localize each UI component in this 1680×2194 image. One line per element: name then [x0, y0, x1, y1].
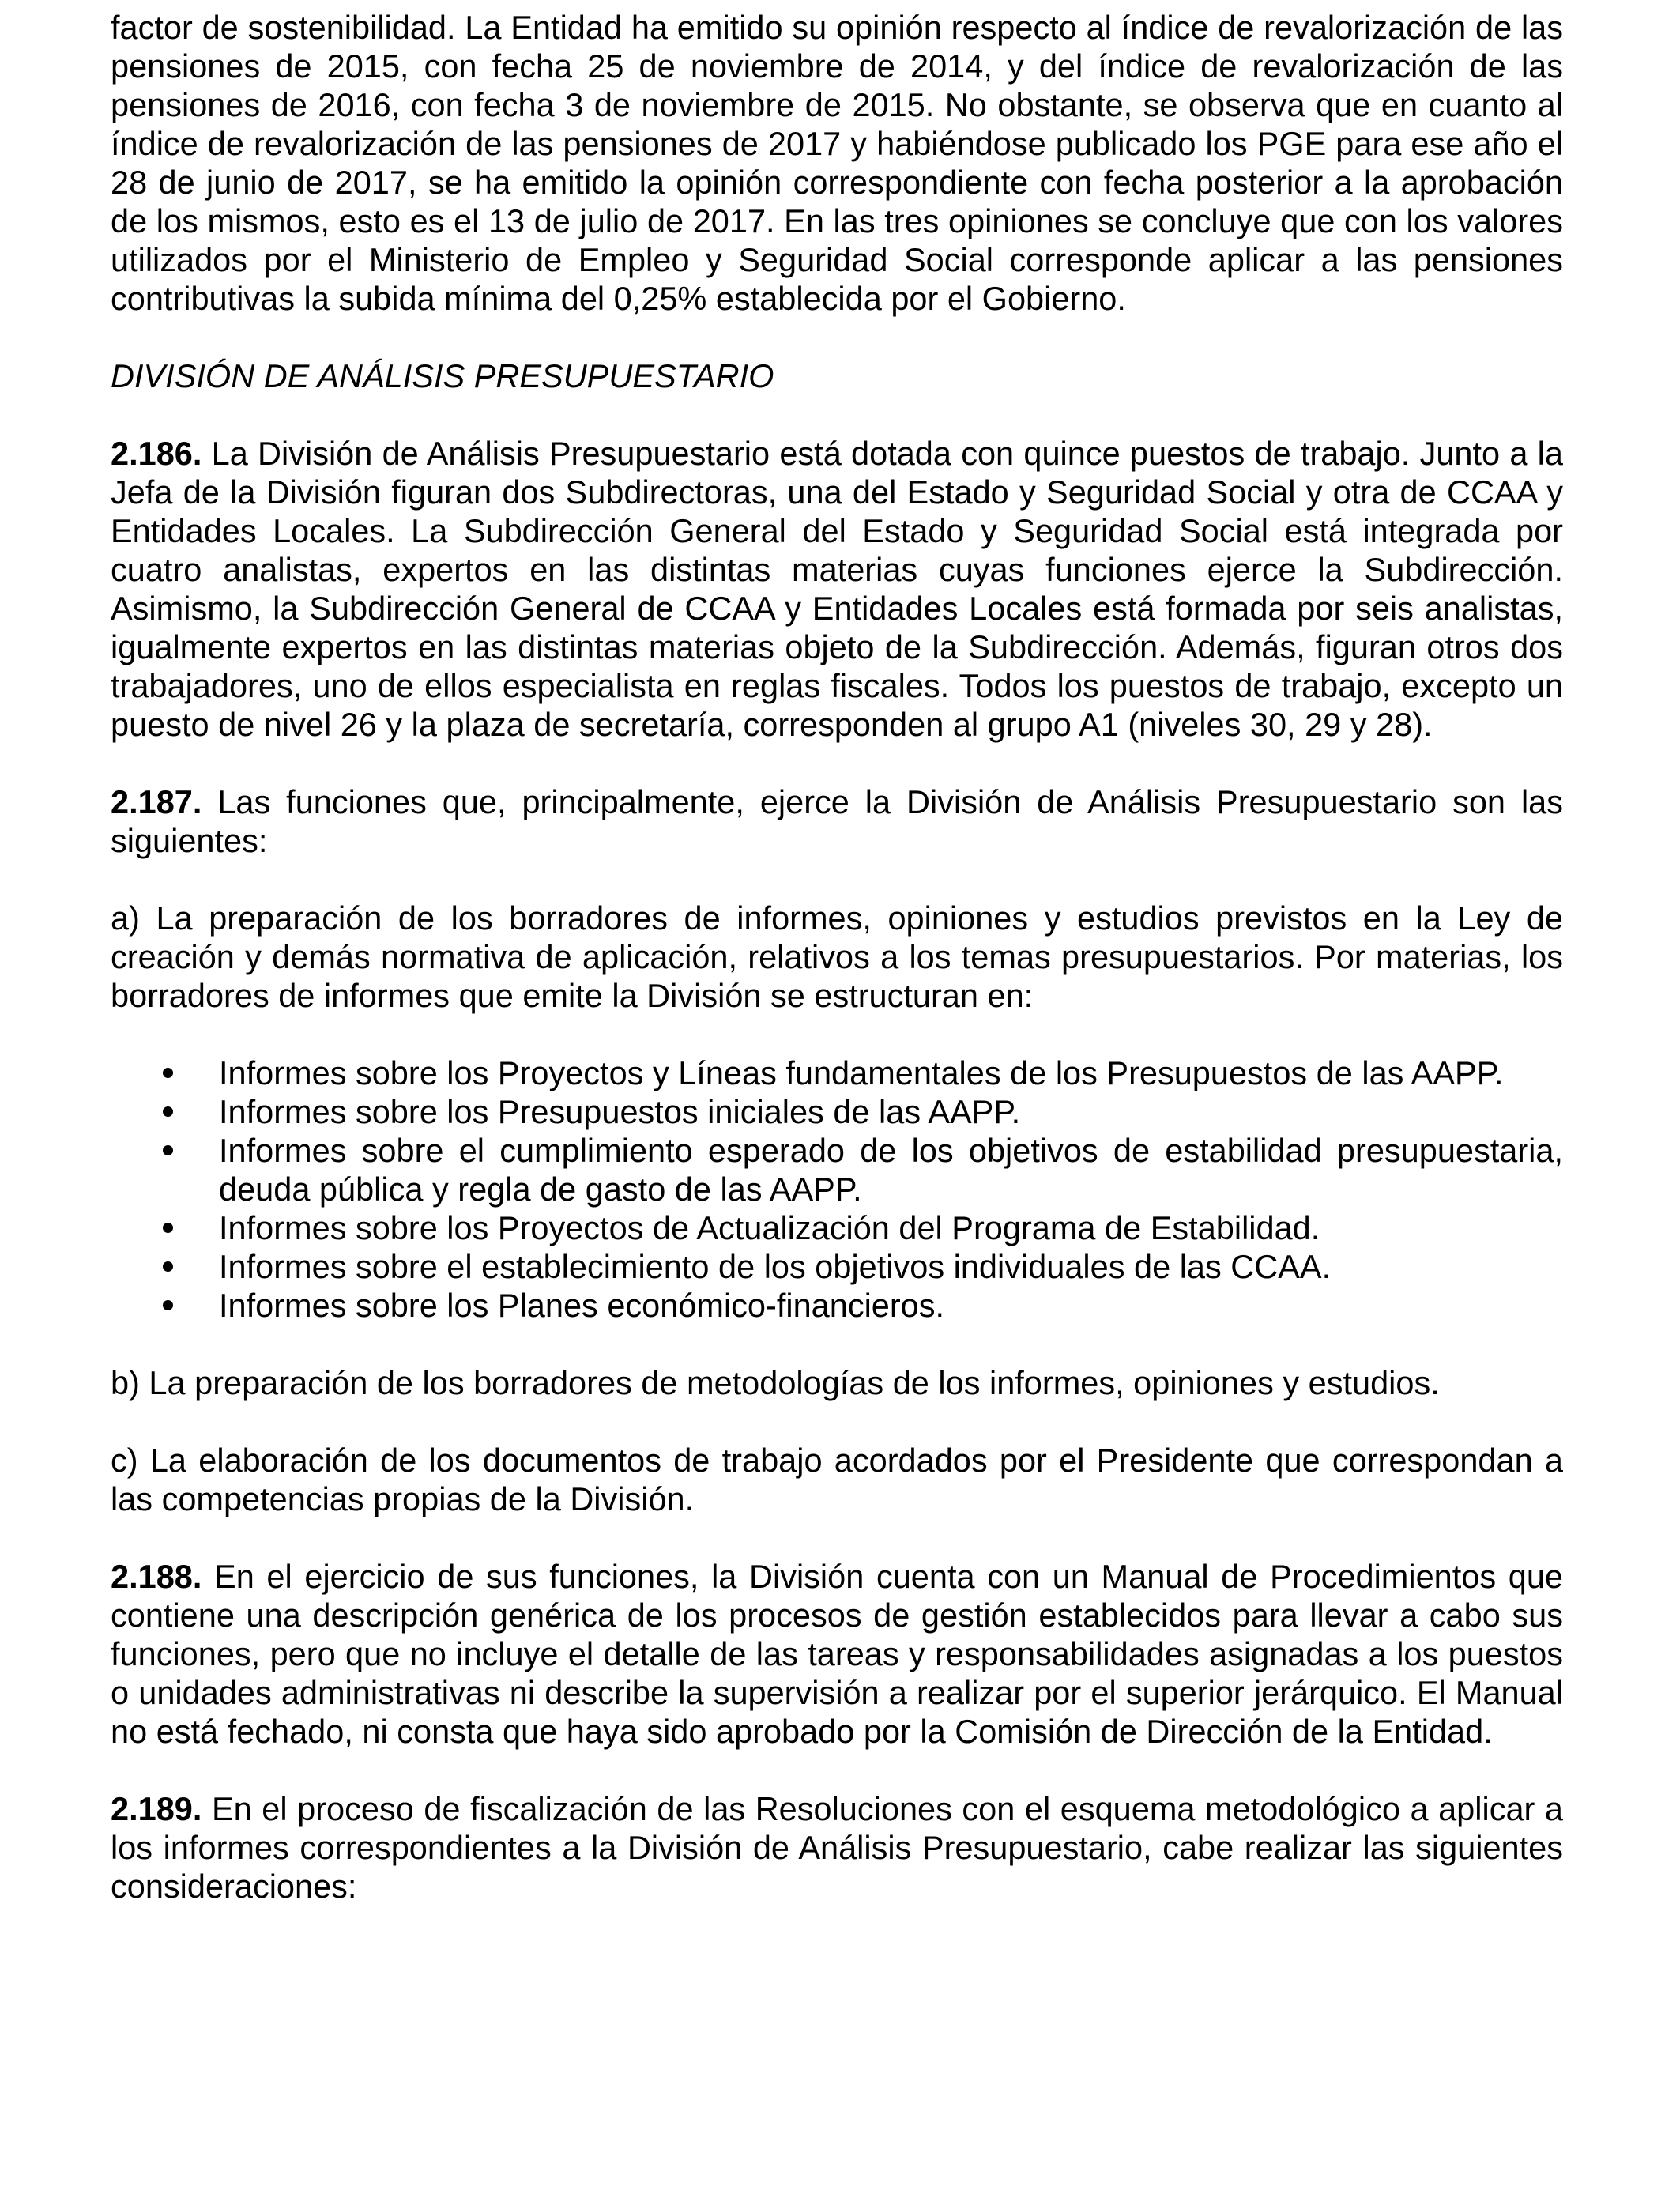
paragraph-number: 2.187.	[111, 783, 202, 820]
paragraph-number: 2.186.	[111, 435, 202, 472]
function-item-b: b) La preparación de los borradores de metodologías de los informes, opiniones y estudios.	[111, 1364, 1440, 1401]
list-item-text: Informes sobre el establecimiento de los objetivos individuales de las CCAA.	[219, 1248, 1332, 1285]
paragraph-2-187	[111, 782, 1563, 860]
bullet-icon	[163, 1223, 173, 1233]
list-item-text: Informes sobre el cumplimiento esperado de los objetivos de estabilidad presupuestaria, deuda pública y regla de gasto de las AAPP.	[219, 1132, 1563, 1208]
bullet-icon	[163, 1261, 173, 1272]
intro-paragraph: factor de sostenibilidad. La Entidad ha emitido su opinión respecto al índice de revalorización de las pensiones de 2015, con fecha 25 de noviembre de 2014, y del índice de revalorización de las pensiones de 2016, con fecha 3 de noviembre de 2015. No obstante, se observa que en cuanto al índice de revalorización de las pensiones de 2017 y habiéndose publicado los PGE para ese año el 28 de junio de 2017, se ha emitido la opinión correspondiente con fecha posterior a la aprobación de los mismos, esto es el 13 de julio de 2017. En las tres opiniones se concluye que con los valores utilizados por el Ministerio de Empleo y Seguridad Social corresponde aplicar a las pensiones contributivas la subida mínima del 0,25% establecida por el Gobierno.	[111, 9, 1563, 317]
paragraph-text: Las funciones que, principalmente, ejerce la División de Análisis Presupuestario son las siguientes:	[111, 783, 1563, 859]
list-item	[111, 1247, 1563, 1286]
document-page	[111, 8, 1563, 1906]
function-item-c: c) La elaboración de los documentos de trabajo acordados por el Presidente que correspondan a las competencias propias de la División.	[111, 1442, 1563, 1517]
paragraph-number: 2.189.	[111, 1790, 202, 1827]
bullet-icon	[163, 1300, 173, 1310]
paragraph-2-186	[111, 434, 1563, 744]
paragraph-2-188	[111, 1557, 1563, 1751]
paragraph-number: 2.188.	[111, 1558, 202, 1595]
list-item	[111, 1208, 1563, 1247]
list-item-text: Informes sobre los Proyectos y Líneas fundamentales de los Presupuestos de las AAPP.	[219, 1054, 1504, 1091]
list-item	[111, 1286, 1563, 1325]
list-item-text: Informes sobre los Planes económico-financieros.	[219, 1287, 945, 1324]
list-item	[111, 1092, 1563, 1131]
bullet-icon	[163, 1145, 173, 1155]
section-heading: DIVISIÓN DE ANÁLISIS PRESUPUESTARIO	[111, 357, 774, 394]
report-types-list	[111, 1054, 1563, 1325]
bullet-icon	[163, 1068, 173, 1078]
function-item-a: a) La preparación de los borradores de informes, opiniones y estudios previstos en la Ley de creación y demás normativa de aplicación, relativos a los temas presupuestarios. Por materias, los borradores de informes que emite la División se estructuran en:	[111, 899, 1563, 1014]
list-item	[111, 1131, 1563, 1208]
list-item-text: Informes sobre los Proyectos de Actualización del Programa de Estabilidad.	[219, 1209, 1320, 1246]
list-item	[111, 1054, 1563, 1092]
paragraph-text: En el ejercicio de sus funciones, la División cuenta con un Manual de Procedimientos que contiene una descripción genérica de los procesos de gestión establecidos para llevar a cabo sus funciones, pero que no incluye el detalle de las tareas y responsabilidades asignadas a los puestos o unidades administrativas ni describe la supervisión a realizar por el superior jerárquico. El Manual no está fechado, ni consta que haya sido aprobado por la Comisión de Dirección de la Entidad.	[111, 1558, 1563, 1750]
bullet-icon	[163, 1106, 173, 1117]
paragraph-text: En el proceso de fiscalización de las Resoluciones con el esquema metodológico a aplicar a los informes correspondientes a la División de Análisis Presupuestario, cabe realizar las siguientes consideraciones:	[111, 1790, 1563, 1905]
list-item-text: Informes sobre los Presupuestos iniciales de las AAPP.	[219, 1093, 1021, 1130]
paragraph-text: La División de Análisis Presupuestario está dotada con quince puestos de trabajo. Junto a la Jefa de la División figuran dos Subdirectoras, una del Estado y Seguridad Social y otra de CCAA y Entidades Locales. La Subdirección General del Estado y Seguridad Social está integrada por cuatro analistas, expertos en las distintas materias cuyas funciones ejerce la Subdirección. Asimismo, la Subdirección General de CCAA y Entidades Locales está formada por seis analistas, igualmente expertos en las distintas materias objeto de la Subdirección. Además, figuran otros dos trabajadores, uno de ellos especialista en reglas fiscales. Todos los puestos de trabajo, excepto un puesto de nivel 26 y la plaza de secretaría, corresponden al grupo A1 (niveles 30, 29 y 28).	[111, 435, 1563, 743]
paragraph-2-189	[111, 1789, 1563, 1906]
